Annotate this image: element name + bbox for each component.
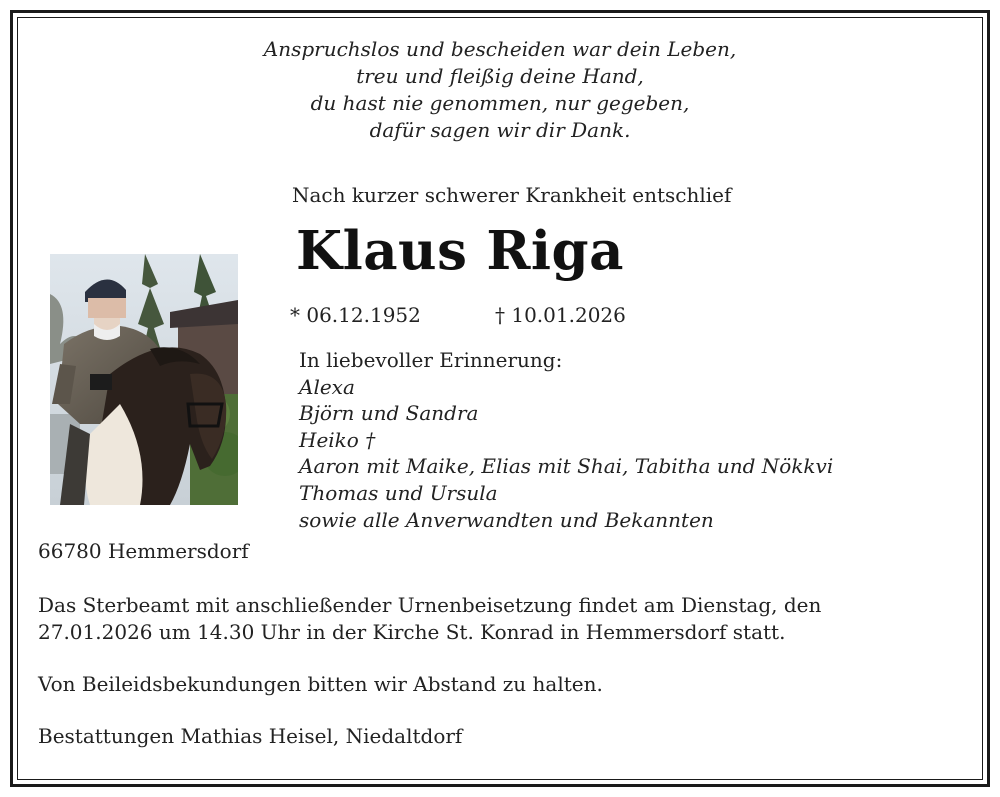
service-line: 27.01.2026 um 14.30 Uhr in der Kirche St. Konrad in Hemmersdorf statt. — [38, 619, 786, 644]
mourner-entry: Heiko † — [299, 427, 376, 452]
intro-text: Nach kurzer schwerer Krankheit entschlief — [292, 183, 732, 207]
service-notice — [38, 592, 821, 645]
mourners-heading: In liebevoller Erinnerung: — [299, 348, 563, 372]
poem — [0, 36, 1000, 144]
poem-line: Anspruchslos und bescheiden war dein Leben, — [263, 37, 737, 61]
mourner-entry: Björn und Sandra — [299, 401, 479, 426]
mourner-entry: Alexa — [299, 374, 355, 399]
poem-line: du hast nie genommen, nur gegeben, — [310, 91, 690, 115]
location: 66780 Hemmersdorf — [38, 539, 249, 563]
poem-line: treu und fleißig deine Hand, — [356, 64, 644, 88]
portrait-photo — [50, 254, 238, 505]
death-date: † 10.01.2026 — [495, 303, 626, 327]
undertaker: Bestattungen Mathias Heisel, Niedaltdorf — [38, 724, 463, 748]
mourners-list — [299, 347, 833, 533]
deceased-name: Klaus Riga — [296, 220, 624, 282]
service-line: Das Sterbeamt mit anschließender Urnenbeisetzung findet am Dienstag, den — [38, 593, 822, 617]
condolence-note: Von Beileidsbekundungen bitten wir Abstand zu halten. — [38, 672, 603, 696]
mourner-entry: Aaron mit Maike, Elias mit Shai, Tabitha und Nökkvi — [299, 454, 834, 479]
mourner-entry: Thomas und Ursula — [299, 480, 498, 505]
mourner-entry: sowie alle Anverwandten und Bekannten — [299, 507, 714, 532]
poem-line: dafür sagen wir dir Dank. — [369, 118, 631, 142]
birth-date: * 06.12.1952 — [290, 303, 421, 327]
